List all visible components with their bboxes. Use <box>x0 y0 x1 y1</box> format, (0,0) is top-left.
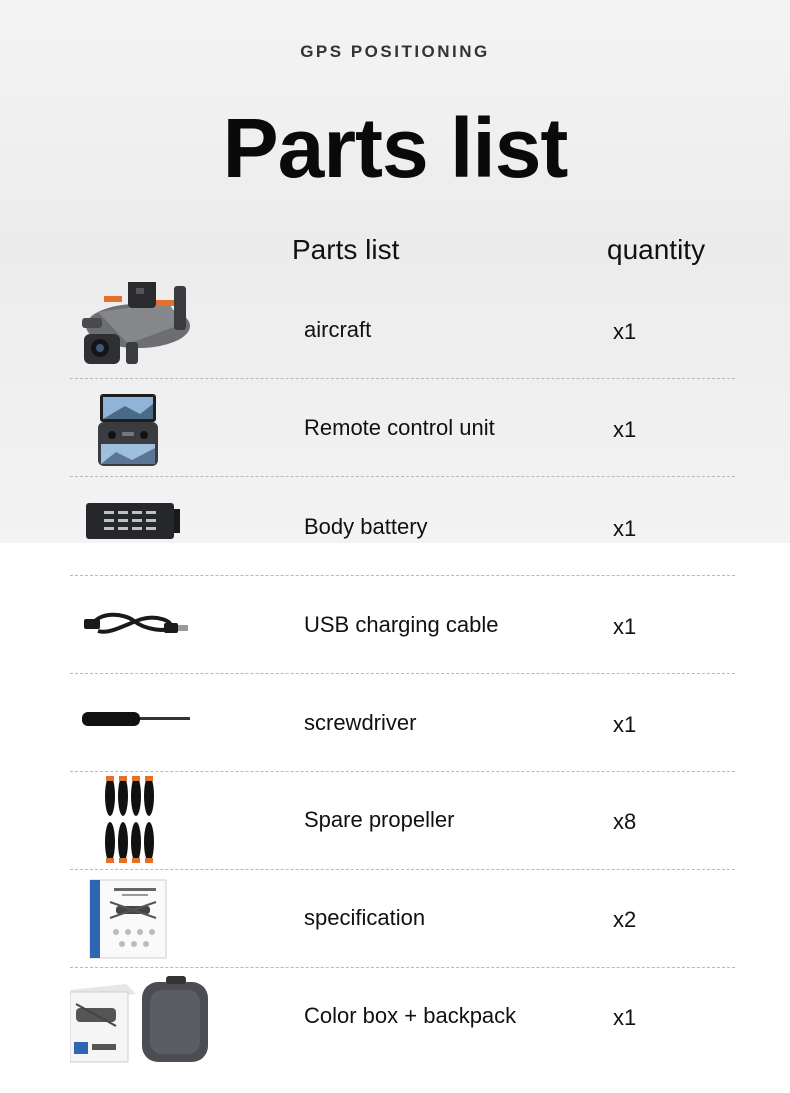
list-item <box>0 675 790 773</box>
list-item <box>0 479 790 577</box>
column-header-parts: Parts list <box>292 234 400 265</box>
column-header-quantity: quantity <box>607 234 706 265</box>
divider <box>70 476 735 477</box>
divider <box>70 575 735 576</box>
item-quantity: x8 <box>613 809 637 834</box>
list-item <box>0 380 790 478</box>
usb-cable-icon <box>70 577 210 675</box>
item-name: Body battery <box>304 514 428 539</box>
item-name: specification <box>304 905 426 930</box>
drone-icon <box>70 282 210 380</box>
subtitle: GPS POSITIONING <box>300 42 490 61</box>
item-quantity: x1 <box>613 712 637 737</box>
divider <box>70 378 735 379</box>
item-name: Remote control unit <box>304 415 495 440</box>
item-name: Color box + backpack <box>304 1003 517 1028</box>
item-quantity: x1 <box>613 1005 637 1030</box>
battery-icon <box>70 479 210 577</box>
manual-icon <box>70 870 210 968</box>
propeller-icon <box>70 772 210 870</box>
item-name: aircraft <box>304 317 372 342</box>
item-quantity: x1 <box>613 417 637 442</box>
list-item <box>0 577 790 675</box>
item-name: USB charging cable <box>304 612 499 637</box>
item-quantity: x1 <box>613 516 637 541</box>
list-item <box>0 968 790 1066</box>
item-name: screwdriver <box>304 710 417 735</box>
screwdriver-icon <box>70 675 210 773</box>
divider <box>70 673 735 674</box>
item-quantity: x2 <box>613 907 637 932</box>
item-quantity: x1 <box>613 319 637 344</box>
item-quantity: x1 <box>613 614 637 639</box>
list-item <box>0 282 790 380</box>
page-title: Parts list <box>222 101 568 195</box>
list-item <box>0 870 790 968</box>
box-backpack-icon <box>70 968 210 1066</box>
item-name: Spare propeller <box>304 807 455 832</box>
list-item <box>0 772 790 870</box>
remote-controller-icon <box>70 380 210 478</box>
